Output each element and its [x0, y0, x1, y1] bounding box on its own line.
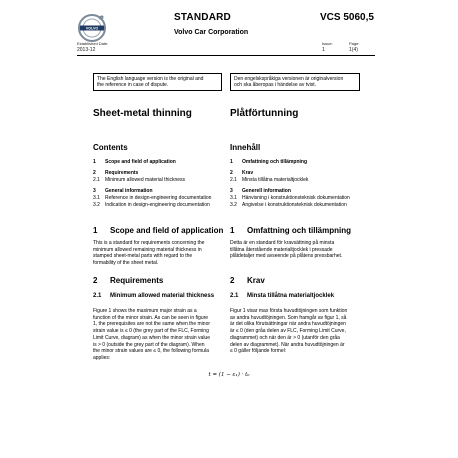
- toc-number: 2: [93, 170, 96, 176]
- toc-row[interactable]: [230, 170, 370, 177]
- toc-title: Scope and field of application: [105, 159, 176, 165]
- notice-box-en: [93, 73, 222, 91]
- doc-number: VCS 5060,5: [320, 12, 374, 23]
- volvo-logo: [77, 13, 107, 43]
- toc-row[interactable]: [93, 170, 228, 177]
- body-line: delen av diagrammet). När andra huvudtöjningen är: [230, 341, 345, 348]
- section-title: Minimum allowed material thickness: [110, 293, 215, 299]
- toc-number: 2.1: [230, 177, 237, 183]
- section-1-body-en: [93, 240, 228, 267]
- toc-row[interactable]: [93, 188, 228, 195]
- section-number: 2: [93, 276, 98, 285]
- toc-number: 3.2: [93, 202, 100, 208]
- section-2-1-body-sv: [230, 308, 370, 355]
- body-line: the minor strain values are ≤ 0, the following formula: [93, 348, 209, 355]
- section-title: Krav: [247, 276, 265, 285]
- toc-row[interactable]: [230, 202, 370, 209]
- toc-title: Reference in design-engineering documentation: [105, 195, 212, 201]
- body-line: diagrammet) och när den är > 0 (utanför den gråa: [230, 334, 340, 341]
- section-number: 2.1: [230, 293, 239, 299]
- toc-row[interactable]: [230, 177, 370, 184]
- toc-number: 3.1: [93, 195, 100, 201]
- toc-row[interactable]: [93, 177, 228, 184]
- section-title: Requirements: [110, 276, 164, 285]
- section-1-body-sv: [230, 240, 370, 260]
- toc-en: [93, 159, 228, 209]
- toc-title: Angivelse i konstruktionsteknisk dokumentation: [242, 202, 347, 208]
- section-number: 2.1: [93, 293, 102, 299]
- body-line: 1, the prerequisites are not the same when the minor: [93, 321, 211, 328]
- established-date-value: 2013-12: [77, 47, 96, 53]
- toc-number: 3: [93, 188, 96, 194]
- contents-heading-sv: Innehåll: [230, 143, 261, 152]
- toc-title: Requirements: [105, 170, 139, 176]
- section-title: Scope and field of application: [110, 226, 224, 235]
- toc-number: 3.2: [230, 202, 237, 208]
- body-line: stamped sheet-metal parts with regard to the: [93, 253, 193, 260]
- notice-en-line: The English language version is the original and: [97, 76, 204, 82]
- body-line: minimum allowed remaining material thickness in: [93, 246, 202, 253]
- section-title: Minsta tillåtna materialtjocklek: [247, 293, 335, 299]
- body-line: är det olika förutsättningar när andra huvudtöjningen: [230, 321, 346, 328]
- corporation-name: Volvo Car Corporation: [174, 29, 249, 36]
- toc-title: Hänvisning i konstruktionsteknisk dokumentation: [242, 195, 350, 201]
- section-1-heading-sv: [230, 226, 351, 235]
- body-line: plåtdetaljer med avseende på plåtens pressbarhet.: [230, 253, 343, 260]
- section-number: 2: [230, 276, 235, 285]
- section-2-1-heading-sv: [230, 293, 334, 299]
- page-title-sv: Plåtförtunning: [230, 108, 299, 119]
- notice-box-sv: [230, 73, 360, 91]
- toc-number: 2: [230, 170, 233, 176]
- header-rule: [77, 55, 375, 56]
- toc-row[interactable]: [93, 159, 228, 166]
- issue-label: Issue:: [322, 41, 333, 46]
- body-line: strain value is ≤ 0 (the grey part of the FLC, Forming: [93, 328, 209, 335]
- body-line: applies:: [93, 354, 111, 361]
- section-2-1-body-en: [93, 308, 228, 362]
- toc-row[interactable]: [93, 195, 228, 202]
- toc-number: 3: [230, 188, 233, 194]
- svg-text:VOLVO: VOLVO: [85, 26, 99, 31]
- body-line: Figur 1 visar max första huvudtöjningen som funktion: [230, 308, 348, 314]
- toc-row[interactable]: [230, 188, 370, 195]
- notice-sv-line: och ska åberopas i händelse av tvist.: [234, 82, 316, 89]
- standard-label: STANDARD: [174, 12, 231, 23]
- section-number: 1: [93, 226, 98, 235]
- issue-value: 1: [322, 47, 325, 53]
- body-line: is > 0 (outside the grey part of the diagram). When: [93, 341, 205, 348]
- section-2-1-heading-en: [93, 293, 214, 299]
- toc-title: Indication in design-engineering documentation: [105, 202, 210, 208]
- toc-title: Generell information: [242, 188, 291, 194]
- page-label: Page:: [349, 41, 360, 46]
- page-value: 1(4): [349, 47, 358, 53]
- toc-sv: [230, 159, 370, 209]
- body-line: Figure 1 shows the maximum major strain as a: [93, 308, 197, 314]
- body-line: formability of the sheet metal.: [93, 260, 159, 267]
- toc-title: Krav: [242, 170, 254, 176]
- body-line: This is a standard for requirements concerning the: [93, 240, 205, 246]
- body-line: Detta är en standard för kravsättning på minsta: [230, 240, 335, 246]
- thickness-formula: t = (1 − ε₁) · t₀: [208, 372, 250, 378]
- page-title-en: Sheet-metal thinning: [93, 108, 192, 119]
- section-number: 1: [230, 226, 235, 235]
- toc-number: 1: [93, 159, 96, 165]
- body-line: function of the minor strain. As can be seen in figure: [93, 314, 209, 321]
- toc-row[interactable]: [230, 195, 370, 202]
- toc-title: Minimum allowed material thickness: [105, 177, 186, 183]
- toc-title: Omfattning och tillämpning: [242, 159, 307, 165]
- toc-title: Minsta tillåtna materialtjocklek: [242, 177, 309, 183]
- notice-en-line: the reference in case of dispute.: [97, 82, 169, 89]
- toc-title: General information: [105, 188, 153, 194]
- body-line: tillåtna återstående materialtjocklek i pressade: [230, 246, 333, 253]
- section-title: Omfattning och tillämpning: [247, 226, 351, 235]
- body-line: av andra huvudtöjningen. Som framgår av figur 1, så: [230, 314, 347, 321]
- body-line: är ≤ 0 (den gråa delen av FLC, Forming Limit Curve,: [230, 328, 346, 335]
- toc-number: 1: [230, 159, 233, 165]
- section-2-heading-en: [93, 276, 163, 285]
- section-1-heading-en: [93, 226, 223, 235]
- toc-number: 3.1: [230, 195, 237, 201]
- toc-row[interactable]: [230, 159, 370, 166]
- toc-row[interactable]: [93, 202, 228, 209]
- body-line: Limit Curve, diagram) as when the minor strain value: [93, 334, 210, 341]
- contents-heading-en: Contents: [93, 143, 128, 152]
- body-line: ≤ 0 gäller följande formel:: [230, 348, 287, 355]
- notice-sv-line: Den engelskspråkiga versionen är originalversion: [234, 76, 344, 82]
- established-date-label: Established Date:: [77, 41, 109, 46]
- section-2-heading-sv: [230, 276, 265, 285]
- toc-number: 2.1: [93, 177, 100, 183]
